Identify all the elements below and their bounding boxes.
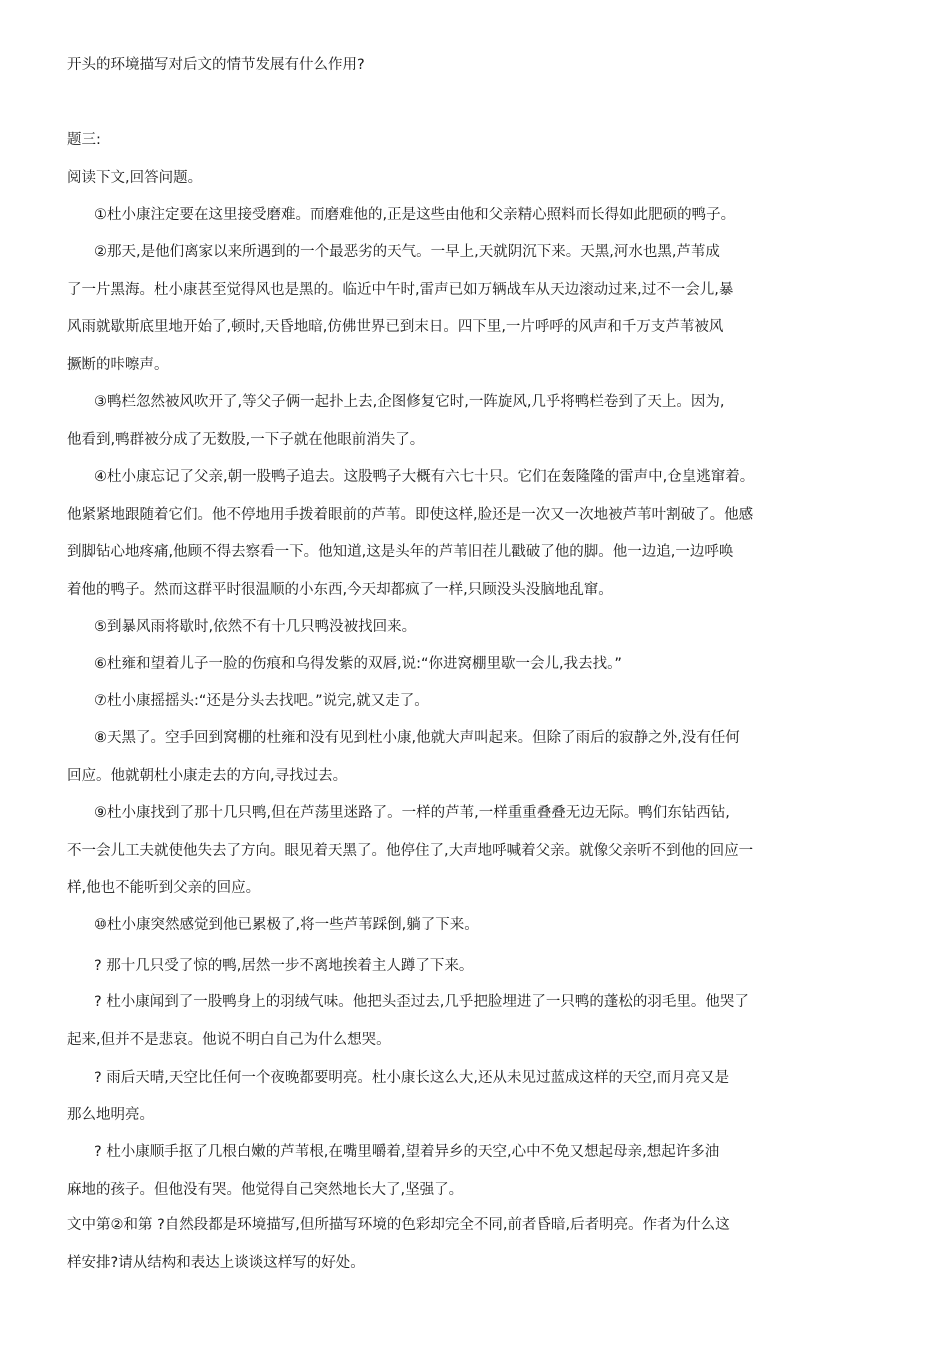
paragraph-2-line-4: 撅断的咔嚓声。 bbox=[67, 357, 169, 373]
paragraph-4-line-3: 到脚钻心地疼痛,他顾不得去察看一下。他知道,这是头年的芦苇旧茬儿戳破了他的脚。他一边追,一边呼唤 bbox=[67, 544, 734, 560]
paragraph-3-line-2: 他看到,鸭群被分成了无数股,一下子就在他眼前消失了。 bbox=[67, 432, 425, 448]
paragraph-8-line-1: ⑧天黑了。空手回到窝棚的杜雍和没有见到杜小康,他就大声叫起来。但除了雨后的寂静之外,没有任何 bbox=[94, 730, 740, 746]
paragraph-9-line-2: 不一会儿工夫就使他失去了方向。眼见着天黑了。他停住了,大声地呼喊着父亲。就像父亲听不到他的回应一 bbox=[67, 843, 754, 859]
paragraph-4-line-4: 着他的鸭子。然而这群平时很温顺的小东西,今天却都疯了一样,只顾没头没脑地乱窜。 bbox=[67, 582, 613, 598]
paragraph-2-line-1: ②那天,是他们离家以来所遇到的一个最恶劣的天气。一早上,天就阴沉下来。天黑,河水也黑,芦苇成 bbox=[94, 244, 720, 260]
paragraph-12-line-2: 起来,但并不是悲哀。他说不明白自己为什么想哭。 bbox=[67, 1032, 391, 1048]
paragraph-10-line-1: ⑩杜小康突然感觉到他已累极了,将一些芦苇踩倒,躺了下来。 bbox=[94, 917, 479, 933]
paragraph-13-line-2: 那么地明亮。 bbox=[67, 1107, 154, 1123]
paragraph-4-line-1: ④杜小康忘记了父亲,朝一股鸭子追去。这股鸭子大概有六七十只。它们在轰隆隆的雷声中,仓皇逃窜着。 bbox=[94, 469, 755, 485]
paragraph-12-line-1: ? 杜小康闻到了一股鸭身上的羽绒气味。他把头歪过去,几乎把脸埋进了一只鸭的蓬松的羽毛里。他哭了 bbox=[94, 994, 749, 1010]
paragraph-8-line-2: 回应。他就朝杜小康走去的方向,寻找过去。 bbox=[67, 768, 348, 784]
previous-question: 开头的环境描写对后文的情节发展有什么作用? bbox=[67, 57, 365, 73]
paragraph-4-line-2: 他紧紧地跟随着它们。他不停地用手拨着眼前的芦苇。即使这样,脸还是一次又一次地被芦苇叶割破了。他感 bbox=[67, 507, 754, 523]
paragraph-5-line-1: ⑤到暴风雨将歇时,依然不有十几只鸭没被找回来。 bbox=[94, 619, 417, 635]
paragraph-7-line-1: ⑦杜小康摇摇头:“还是分头去找吧。”说完,就又走了。 bbox=[94, 693, 429, 709]
paragraph-13-line-1: ? 雨后天晴,天空比任何一个夜晚都要明亮。杜小康长这么大,还从未见过蓝成这样的天空,而月亮又是 bbox=[94, 1070, 730, 1086]
question-line-2: 样安排?请从结构和表达上谈谈这样写的好处。 bbox=[67, 1255, 365, 1271]
paragraph-3-line-1: ③鸭栏忽然被风吹开了,等父子俩一起扑上去,企图修复它时,一阵旋风,几乎将鸭栏卷到了天上。因为, bbox=[94, 394, 725, 410]
paragraph-9-line-3: 样,他也不能听到父亲的回应。 bbox=[67, 880, 261, 896]
paragraph-11-line-1: ? 那十几只受了惊的鸭,居然一步不离地挨着主人蹲了下来。 bbox=[94, 958, 474, 974]
paragraph-1-line-1: ①杜小康注定要在这里接受磨难。而磨难他的,正是这些由他和父亲精心照料而长得如此肥硕的鸭子。 bbox=[94, 207, 736, 223]
section-title: 题三: bbox=[67, 132, 101, 148]
paragraph-14-line-1: ? 杜小康顺手抠了几根白嫩的芦苇根,在嘴里嚼着,望着异乡的天空,心中不免又想起母亲,想起许多油 bbox=[94, 1144, 720, 1160]
instruction: 阅读下文,回答问题。 bbox=[67, 170, 203, 186]
paragraph-9-line-1: ⑨杜小康找到了那十几只鸭,但在芦荡里迷路了。一样的芦苇,一样重重叠叠无边无际。鸭们东钻西钻, bbox=[94, 805, 730, 821]
paragraph-2-line-3: 风雨就歇斯底里地开始了,顿时,天昏地暗,仿佛世界已到末日。四下里,一片呼呼的风声和千万支芦苇被风 bbox=[67, 319, 724, 335]
paragraph-2-line-2: 了一片黑海。杜小康甚至觉得风也是黑的。临近中午时,雷声已如万辆战车从天边滚动过来,过不一会儿,暴 bbox=[67, 282, 734, 298]
paragraph-14-line-2: 麻地的孩子。但他没有哭。他觉得自己突然地长大了,坚强了。 bbox=[67, 1182, 464, 1198]
paragraph-6-line-1: ⑥杜雍和望着儿子一脸的伤痕和乌得发紫的双唇,说:“你进窝棚里歇一会儿,我去找。” bbox=[94, 656, 622, 672]
question-line-1: 文中第②和第 ?自然段都是环境描写,但所描写环境的色彩却完全不同,前者昏暗,后者明亮。作者为什么这 bbox=[67, 1217, 730, 1233]
